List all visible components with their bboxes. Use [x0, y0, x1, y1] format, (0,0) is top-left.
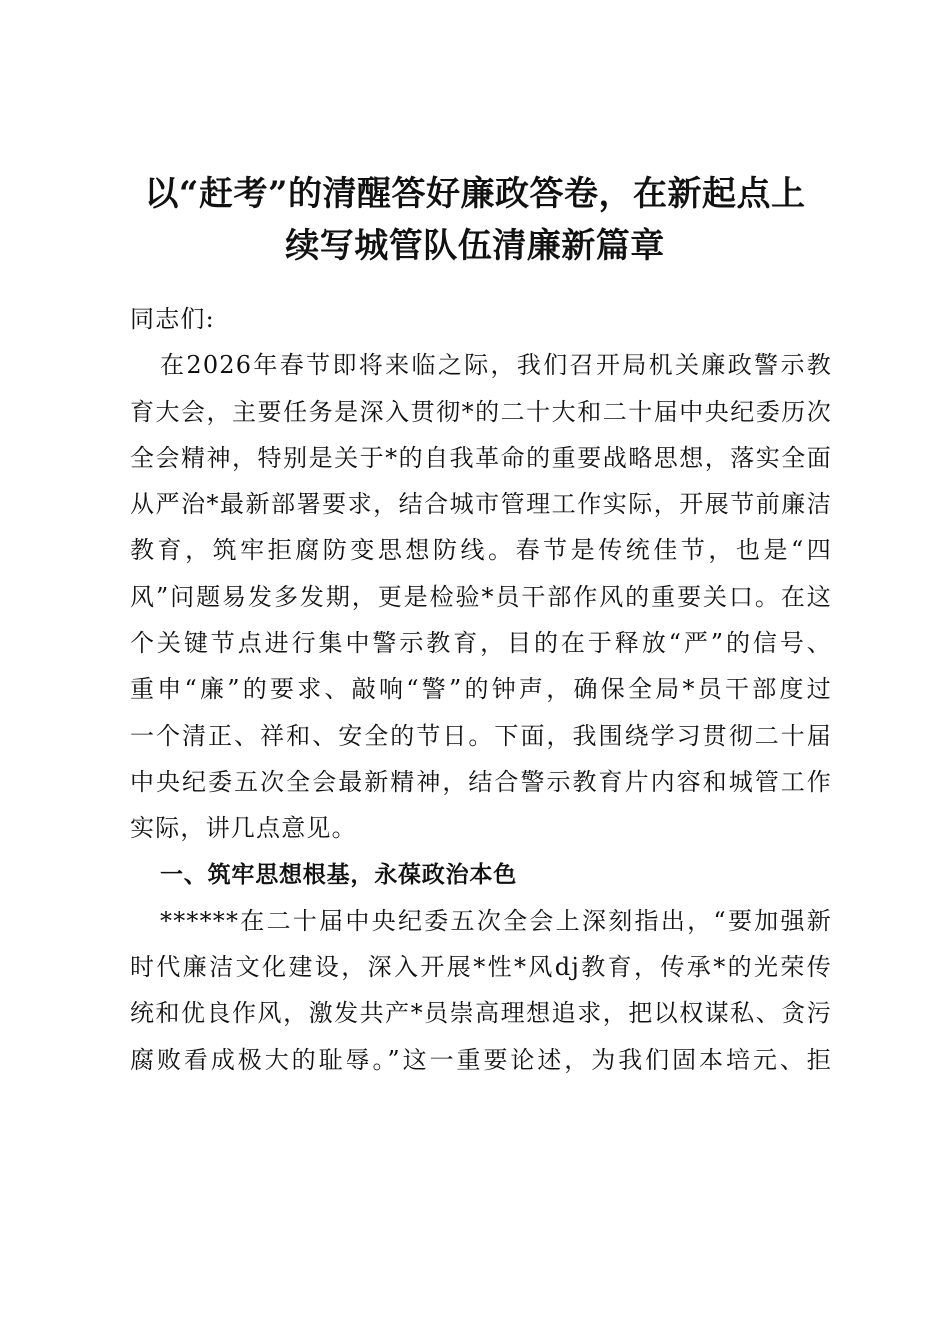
salutation: 同志们: — [130, 305, 215, 333]
intro-paragraph — [130, 342, 832, 851]
paragraph-line: 重申“廉”的要求、敲响“警”的钟声，确保全局*员干部度过 — [130, 675, 832, 704]
paragraph-line: 育大会，主要任务是深入贯彻*的二十大和二十届中央纪委历次 — [130, 397, 832, 426]
paragraph-line: 实际，讲几点意见。 — [130, 814, 357, 843]
paragraph-line: 统和优良作风，激发共产*员崇高理想追求，把以权谋私、贪污 — [130, 999, 832, 1028]
paragraph-line: 一个清正、祥和、安全的节日。下面，我围绕学习贯彻二十届 — [130, 721, 832, 750]
paragraph-line: 风”问题易发多发期，更是检验*员干部作风的重要关口。在这 — [130, 582, 832, 611]
document-body — [130, 296, 832, 1083]
paragraph-line: 在2026年春节即将来临之际，我们召开局机关廉政警示教 — [160, 351, 832, 380]
paragraph-line: 时代廉洁文化建设，深入开展*性*风dj教育，传承*的光荣传 — [130, 953, 832, 982]
title-line-2: 续写城管队伍清廉新篇章 — [285, 226, 665, 266]
section-heading: 一、筑牢思想根基，永葆政治本色 — [160, 861, 517, 888]
paragraph-line: 从严治*最新部署要求，结合城市管理工作实际，开展节前廉洁 — [130, 490, 832, 519]
section-1-paragraph — [130, 898, 832, 1083]
title-line-1: 以“赶考”的清醒答好廉政答卷，在新起点上 — [144, 174, 806, 214]
paragraph-line: 腐败看成极大的耻辱。”这一重要论述，为我们固本培元、拒 — [130, 1045, 832, 1074]
paragraph-line: ******在二十届中央纪委五次全会上深刻指出，“要加强新 — [160, 906, 832, 935]
paragraph-line: 个关键节点进行集中警示教育，目的在于释放“严”的信号、 — [130, 629, 832, 658]
paragraph-line: 中央纪委五次全会最新精神，结合警示教育片内容和城管工作 — [130, 767, 832, 796]
paragraph-line: 全会精神，特别是关于*的自我革命的重要战略思想，落实全面 — [130, 443, 832, 472]
paragraph-line: 教育，筑牢拒腐防变思想防线。春节是传统佳节，也是“四 — [130, 536, 832, 565]
document-title — [110, 168, 840, 272]
